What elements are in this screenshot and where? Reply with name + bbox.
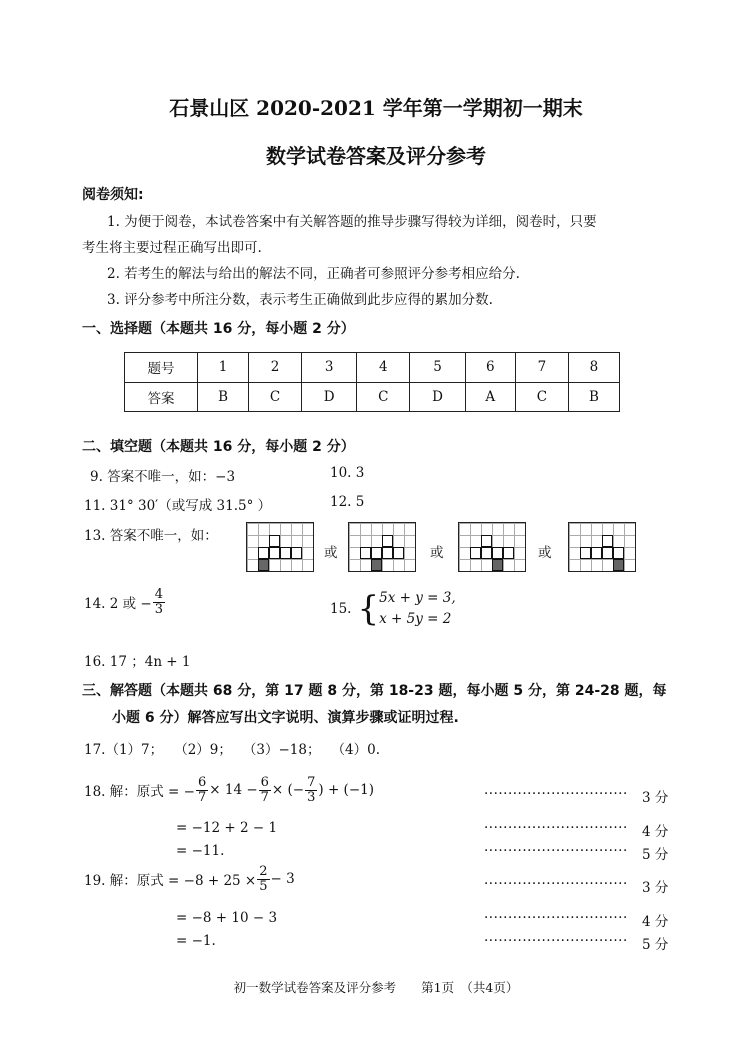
dot-leader: ······························ xyxy=(484,910,628,926)
notice-heading: 阅卷须知: xyxy=(82,187,144,203)
q15-label: 15. xyxy=(330,600,352,617)
q18-line-1 xyxy=(84,776,374,804)
q19-score-1: 3 分 xyxy=(642,880,669,896)
answer-table-answer-row xyxy=(125,382,620,412)
q18-step-3: = −11. xyxy=(176,843,225,859)
question-number: 4 xyxy=(357,353,410,383)
net-square xyxy=(269,547,280,559)
net-square-shaded xyxy=(371,559,382,571)
q19-tail: − 3 xyxy=(270,871,295,888)
dot-leader: ······························ xyxy=(484,876,628,892)
q14-answer xyxy=(84,588,166,616)
net-square xyxy=(613,547,624,559)
net-square xyxy=(481,547,492,559)
q19-label: 19. 解：原式 = −8 + 25 × xyxy=(84,873,257,890)
q19-line-1 xyxy=(84,865,295,893)
q19-fraction xyxy=(257,865,269,893)
q18-score-1: 3 分 xyxy=(642,790,669,806)
q14-label: 14. 2 或 − xyxy=(84,596,152,613)
q11-answer: 11. 31° 30′（或写成 31.5° ） xyxy=(84,498,272,514)
equation-system xyxy=(379,588,456,630)
fraction-numerator: 2 xyxy=(259,864,268,879)
cube-net-diagram-1 xyxy=(246,522,314,572)
section1-heading: 一、选择题（本题共 16 分，每小题 2 分） xyxy=(82,321,355,337)
question-number: 3 xyxy=(302,353,357,383)
title-line-1: 石景山区 2020-2021 学年第一学期初一期末 xyxy=(169,96,583,120)
or-text: 或 xyxy=(538,545,552,561)
cube-net-diagram-2 xyxy=(348,522,416,572)
answer-cell: B xyxy=(568,382,619,412)
net-square xyxy=(382,547,393,559)
net-square xyxy=(470,547,481,559)
dot-leader: ······························ xyxy=(484,933,628,949)
q14-fraction-numerator: 4 xyxy=(154,587,164,602)
q15-equation-1: 5x + y = 3, xyxy=(379,590,456,606)
answer-cell: C xyxy=(515,382,568,412)
dot-leader: ······························ xyxy=(484,843,628,859)
net-square xyxy=(371,547,382,559)
q17-answer: 17.（1）7； （2）9； （3）−18； （4）0. xyxy=(84,742,380,758)
q19-step-2: = −8 + 10 − 3 xyxy=(176,910,278,926)
net-square xyxy=(360,547,371,559)
q18-mid-1: × 14 − xyxy=(209,782,258,799)
q18-label: 18. 解：原式 = − xyxy=(84,784,195,801)
notice-item-1-cont: 考生将主要过程正确写出即可. xyxy=(82,240,262,256)
fraction-numerator: 7 xyxy=(307,775,316,790)
q18-score-2: 4 分 xyxy=(642,824,669,840)
answer-cell: A xyxy=(465,382,515,412)
q13-answer: 13. 答案不唯一，如： xyxy=(84,528,218,544)
fraction-denominator: 7 xyxy=(260,789,269,805)
net-square xyxy=(503,547,514,559)
net-square xyxy=(580,547,591,559)
page-footer: 初一数学试卷答案及评分参考 第1页 （共4页） xyxy=(233,980,519,995)
q14-fraction-denominator: 3 xyxy=(154,601,164,617)
section3-heading-line-2: 小题 6 分）解答应写出文字说明、演算步骤或证明过程. xyxy=(112,710,459,726)
answer-cell: D xyxy=(302,382,357,412)
q18-tail: ) + (−1) xyxy=(318,782,374,799)
section2-heading: 二、填空题（本题共 16 分，每小题 2 分） xyxy=(82,439,355,455)
question-number: 5 xyxy=(410,353,465,383)
net-square xyxy=(602,535,613,547)
net-square xyxy=(291,547,302,559)
q18-score-3: 5 分 xyxy=(642,847,669,863)
net-square xyxy=(492,547,503,559)
system-brace: { xyxy=(357,588,380,629)
answer-table xyxy=(124,352,620,412)
net-square-shaded xyxy=(492,559,503,571)
section3-heading-line-1: 三、解答题（本题共 68 分，第 17 题 8 分，第 18-23 题，每小题 5 分，第 24-28 题，每 xyxy=(82,683,667,699)
fraction-denominator: 3 xyxy=(307,789,316,805)
q19-step-3: = −1. xyxy=(176,933,216,949)
cube-net-diagram-3 xyxy=(458,522,526,572)
net-square-shaded xyxy=(258,559,269,571)
net-square xyxy=(382,535,393,547)
fraction-denominator: 7 xyxy=(197,789,207,805)
q18-mid-2: × (− xyxy=(271,782,305,799)
notice-item-3: 3. 评分参考中所注分数，表示考生正确做到此步应得的累加分数. xyxy=(107,292,493,308)
question-number: 1 xyxy=(198,353,249,383)
q12-answer: 12. 5 xyxy=(330,494,365,510)
answer-cell: D xyxy=(410,382,465,412)
answer-cell: B xyxy=(198,382,249,412)
fraction-denominator: 5 xyxy=(259,878,268,894)
notice-item-2: 2. 若考生的解法与给出的解法不同，正确者可参照评分参考相应给分. xyxy=(107,266,520,282)
q18-step-2: = −12 + 2 − 1 xyxy=(176,820,278,836)
row-label-number: 题号 xyxy=(125,353,198,383)
q9-answer: 9. 答案不唯一，如：−3 xyxy=(90,469,236,485)
q15-answer xyxy=(330,588,456,630)
or-text: 或 xyxy=(430,545,444,561)
net-square xyxy=(602,547,613,559)
net-square-shaded xyxy=(613,559,624,571)
question-number: 6 xyxy=(465,353,515,383)
answer-cell: C xyxy=(357,382,410,412)
net-square xyxy=(591,547,602,559)
question-number: 7 xyxy=(515,353,568,383)
notice-item-1: 1. 为便于阅卷，本试卷答案中有关解答题的推导步骤写得较为详细，阅卷时，只要 xyxy=(107,214,597,230)
q19-score-3: 5 分 xyxy=(642,937,669,953)
net-square xyxy=(393,547,404,559)
q18-fraction-1 xyxy=(196,776,208,804)
dot-leader: ······························ xyxy=(484,820,628,836)
q10-answer: 10. 3 xyxy=(330,465,365,481)
net-square xyxy=(280,547,291,559)
or-text: 或 xyxy=(324,545,338,561)
question-number: 2 xyxy=(249,353,302,383)
net-square xyxy=(258,547,269,559)
q19-score-2: 4 分 xyxy=(642,914,669,930)
q15-equation-2: x + 5y = 2 xyxy=(379,610,452,627)
row-label-answer: 答案 xyxy=(125,382,198,412)
title-line-2: 数学试卷答案及评分参考 xyxy=(266,144,486,168)
answer-cell: C xyxy=(249,382,302,412)
q18-fraction-3 xyxy=(305,776,317,804)
fraction-numerator: 6 xyxy=(260,775,269,790)
q14-fraction xyxy=(153,588,165,616)
question-number: 8 xyxy=(568,353,619,383)
answer-table-number-row xyxy=(125,353,620,383)
net-square xyxy=(269,535,280,547)
q16-answer: 16. 17 ；4n + 1 xyxy=(84,654,191,670)
cube-net-diagram-4 xyxy=(568,522,636,572)
fraction-numerator: 6 xyxy=(197,775,207,790)
dot-leader: ······························ xyxy=(484,786,628,802)
q18-fraction-2 xyxy=(259,776,271,804)
net-square xyxy=(481,535,492,547)
